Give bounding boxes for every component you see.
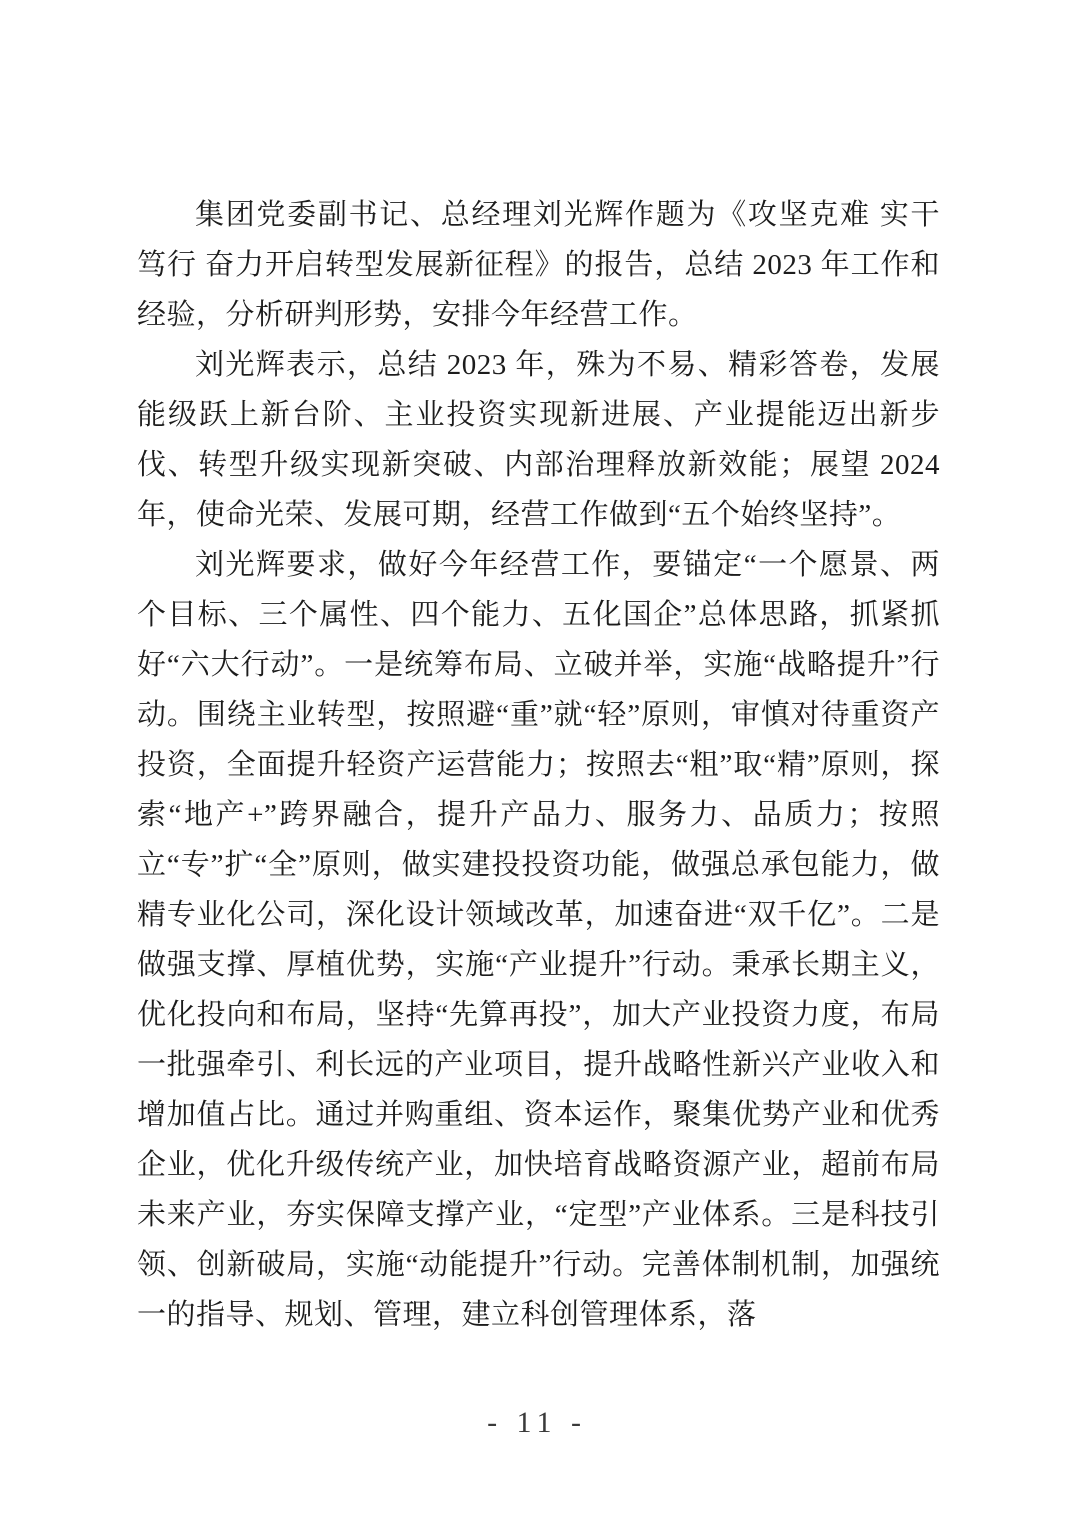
document-body [137, 190, 940, 1340]
body-paragraph: 集团党委副书记、总经理刘光辉作题为《攻坚克难 实干笃行 奋力开启转型发展新征程》的报告，总结 2023 年工作和经验，分析研判形势，安排今年经营工作。 [137, 199, 940, 331]
page-footer [0, 1405, 1074, 1441]
page-number: - 11 - [487, 1406, 587, 1439]
body-paragraph: 刘光辉要求，做好今年经营工作，要锚定“一个愿景、两个目标、三个属性、四个能力、五化国企”总体思路，抓紧抓好“六大行动”。一是统筹布局、立破并举，实施“战略提升”行动。围绕主业转型，按照避“重”就“轻”原则，审慎对待重资产投资，全面提升轻资产运营能力；按照去“粗”取“精”原则，探索“地产+”跨界融合，提升产品力、服务力、品质力；按照立“专”扩“全”原则，做实建投投资功能，做强总承包能力，做精专业化公司，深化设计领域改革，加速奋进“双千亿”。二是做强支撑、厚植优势，实施“产业提升”行动。秉承长期主义，优化投向和布局，坚持“先算再投”，加大产业投资力度，布局一批强牵引、利长远的产业项目，提升战略性新兴产业收入和增加值占比。通过并购重组、资本运作，聚集优势产业和优秀企业，优化升级传统产业，加快培育战略资源产业，超前布局未来产业，夯实保障支撑产业，“定型”产业体系。三是科技引领、创新破局，实施“动能提升”行动。完善体制机制，加强统一的指导、规划、管理，建立科创管理体系，落 [137, 549, 940, 1331]
body-paragraph: 刘光辉表示，总结 2023 年，殊为不易、精彩答卷，发展能级跃上新台阶、主业投资实现新进展、产业提能迈出新步伐、转型升级实现新突破、内部治理释放新效能；展望 2024 年，使命光荣、发展可期，经营工作做到“五个始终坚持”。 [137, 349, 940, 531]
